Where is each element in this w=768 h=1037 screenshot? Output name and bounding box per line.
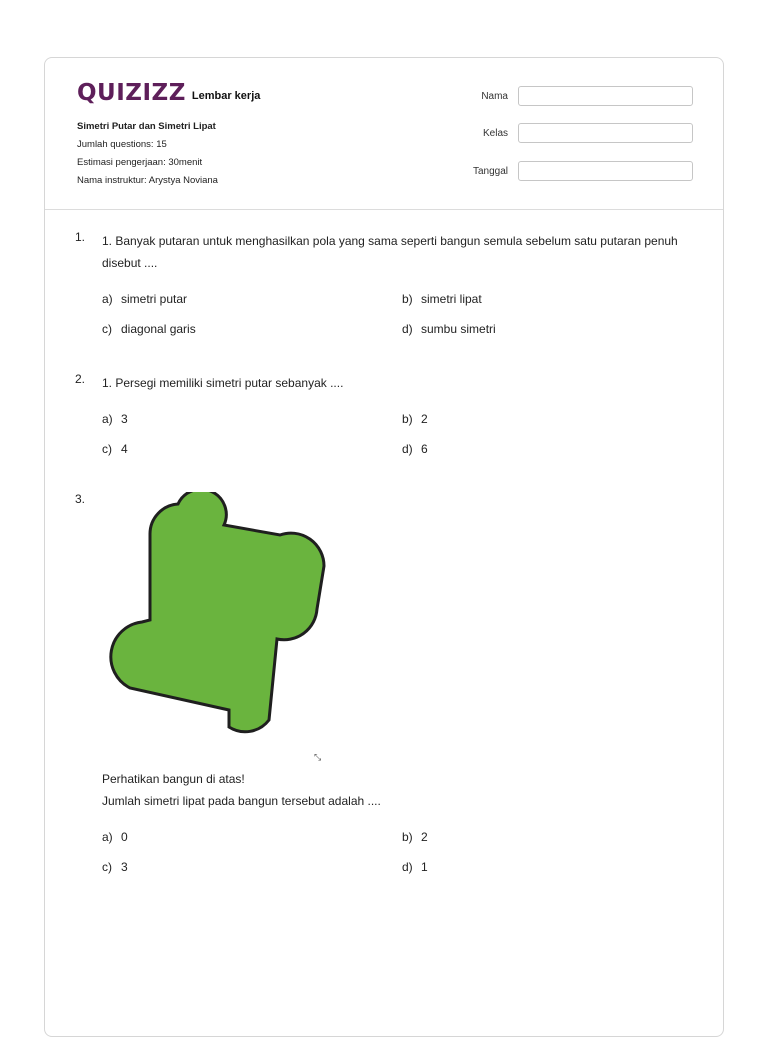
question-number: 2. [75, 372, 86, 386]
date-label: Tanggal [472, 165, 508, 177]
question-text [102, 768, 705, 812]
class-label: Kelas [482, 127, 508, 139]
question-number: 3. [75, 492, 86, 506]
name-field [481, 86, 693, 106]
option-text: diagonal garis [121, 322, 196, 336]
question-2 [75, 372, 705, 460]
name-label: Nama [481, 90, 508, 102]
question-text-line-2: Jumlah simetri lipat pada bangun tersebut adalah .... [102, 794, 381, 808]
class-field [483, 123, 693, 143]
option-text: 6 [421, 442, 428, 456]
question-count: Jumlah questions: 15 [77, 139, 167, 150]
resize-icon: ⤡ [314, 753, 322, 762]
option-letter: a) [102, 412, 113, 426]
class-input[interactable] [518, 123, 693, 143]
name-input[interactable] [518, 86, 693, 106]
question-list [75, 230, 705, 878]
option-text: 2 [421, 412, 428, 426]
option-b[interactable] [402, 826, 702, 848]
question-text: 1. Banyak putaran untuk menghasilkan pola yang sama seperti bangun semula sebelum satu putaran penuh disebut .... [102, 234, 678, 270]
option-d[interactable] [402, 438, 702, 460]
option-text: simetri lipat [421, 292, 482, 306]
brand-row [77, 82, 260, 104]
option-b[interactable] [402, 408, 702, 430]
date-input[interactable] [518, 161, 693, 181]
option-letter: c) [102, 442, 112, 456]
option-letter: d) [402, 860, 413, 874]
option-text: 1 [421, 860, 428, 874]
option-letter: c) [102, 860, 112, 874]
option-text: simetri putar [121, 292, 188, 306]
symmetry-shape-figure [102, 492, 352, 762]
option-c[interactable] [102, 856, 402, 878]
option-text: 0 [121, 830, 128, 844]
question-3 [75, 492, 705, 878]
option-text: 3 [121, 860, 128, 874]
worksheet-meta [77, 118, 218, 190]
quizizz-logo: QUIZIZZ [77, 80, 186, 106]
symmetry-shape [111, 492, 324, 732]
option-a[interactable] [102, 288, 402, 310]
option-letter: c) [102, 322, 112, 336]
option-letter: d) [402, 442, 413, 456]
worksheet-page [44, 57, 724, 1037]
worksheet-header [45, 58, 723, 210]
question-figure [102, 492, 352, 762]
worksheet-title: Simetri Putar dan Simetri Lipat [77, 121, 216, 132]
answer-options [102, 408, 705, 460]
option-text: 4 [121, 442, 128, 456]
option-letter: a) [102, 830, 113, 844]
option-a[interactable] [102, 826, 402, 848]
sheet-kind-label: Lembar kerja [191, 90, 261, 102]
question-text: 1. Persegi memiliki simetri putar sebanyak .... [102, 376, 344, 390]
option-text: 2 [421, 830, 428, 844]
option-c[interactable] [102, 318, 402, 340]
option-a[interactable] [102, 408, 402, 430]
date-field [473, 161, 693, 181]
option-b[interactable] [402, 288, 702, 310]
option-d[interactable] [402, 318, 702, 340]
question-1 [75, 230, 705, 340]
option-letter: a) [102, 292, 113, 306]
option-text: sumbu simetri [421, 322, 496, 336]
option-c[interactable] [102, 438, 402, 460]
time-estimate: Estimasi pengerjaan: 30menit [77, 157, 203, 168]
instructor-name: Nama instruktur: Arystya Noviana [77, 175, 218, 186]
option-d[interactable] [402, 856, 702, 878]
question-number: 1. [75, 230, 86, 244]
option-letter: d) [402, 322, 413, 336]
option-letter: b) [402, 412, 413, 426]
option-text: 3 [121, 412, 128, 426]
answer-options [102, 288, 705, 340]
answer-options [102, 826, 705, 878]
option-letter: b) [402, 292, 413, 306]
question-text-line-1: Perhatikan bangun di atas! [102, 772, 245, 786]
option-letter: b) [402, 830, 413, 844]
